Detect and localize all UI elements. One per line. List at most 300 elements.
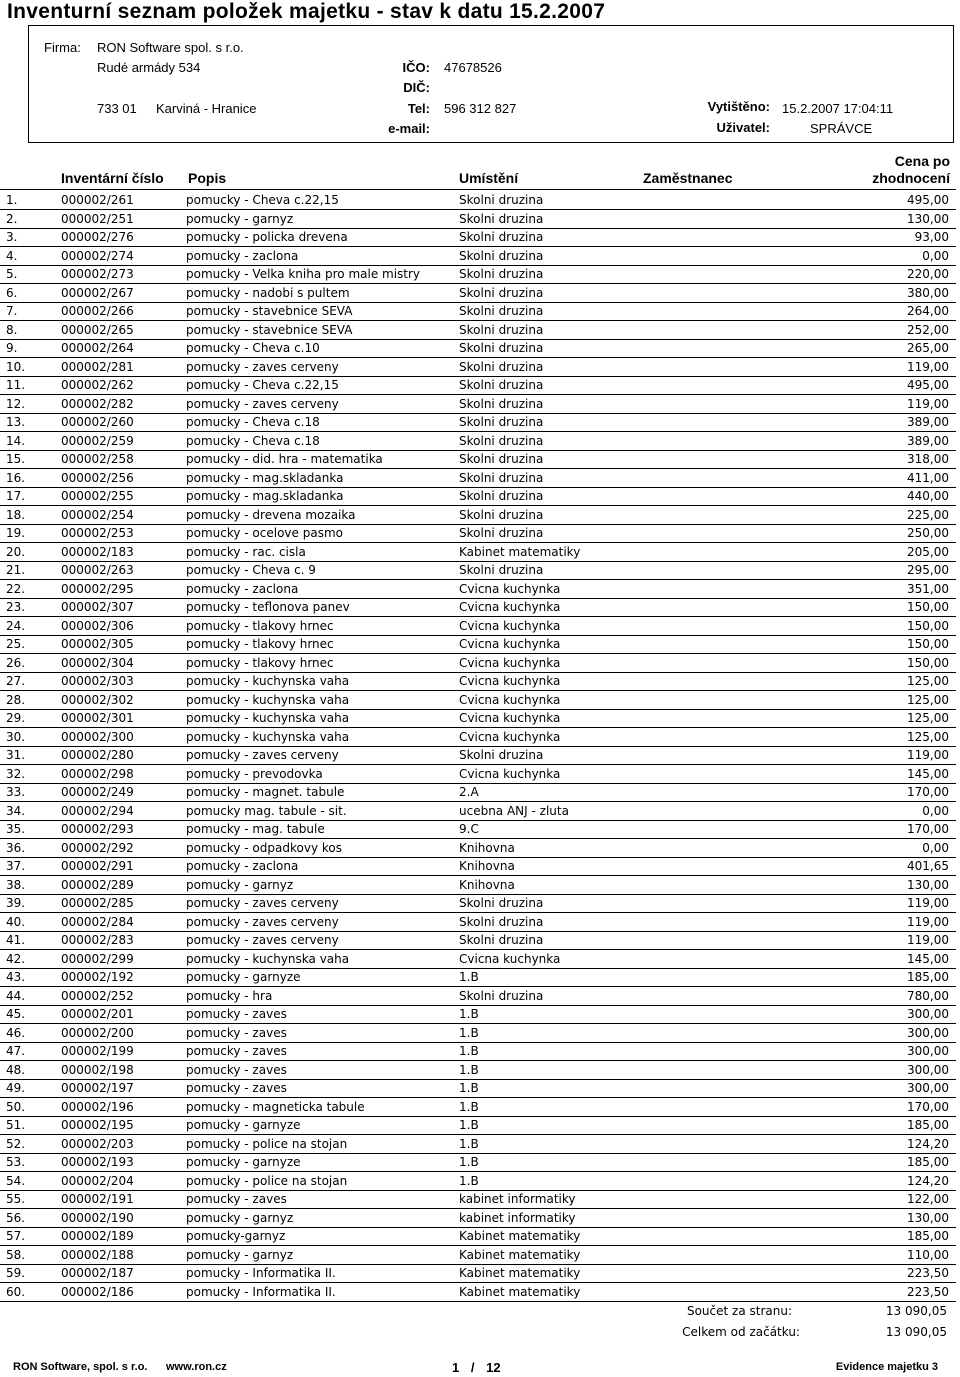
inventory-number: 000002/183	[61, 544, 134, 559]
row-number: 25.	[6, 637, 26, 651]
table-row	[0, 709, 960, 728]
item-location: Skolni druzina	[459, 396, 544, 411]
total-sum-label: Celkem od začátku:	[682, 1325, 800, 1339]
printed-value: 15.2.2007 17:04:11	[782, 101, 894, 116]
item-location: Cvicna kuchynka	[459, 655, 561, 670]
item-price: 389,00	[907, 415, 949, 429]
item-location: Cvicna kuchynka	[459, 729, 561, 744]
item-description: pomucky - zaves cerveny	[186, 914, 339, 929]
item-price: 124,20	[907, 1136, 949, 1151]
row-number: 51.	[6, 1118, 26, 1132]
inventory-number: 000002/252	[61, 988, 134, 1003]
table-row	[0, 839, 960, 858]
inventory-number: 000002/254	[61, 507, 134, 522]
item-location: Cvicna kuchynka	[459, 766, 561, 781]
item-price: 122,00	[907, 1192, 949, 1206]
table-row	[0, 1005, 960, 1024]
item-location: Skolni druzina	[459, 211, 544, 226]
item-location: Kabinet matematiky	[459, 1229, 581, 1243]
item-description: pomucky - stavebnice SEVA	[186, 322, 353, 337]
item-location: Cvicna kuchynka	[459, 581, 561, 596]
table-row	[0, 247, 960, 266]
inventory-number: 000002/307	[61, 600, 134, 614]
row-number: 55.	[6, 1192, 26, 1206]
item-description: pomucky - tlakovy hrnec	[186, 655, 334, 670]
table-row	[0, 432, 960, 451]
item-price: 0,00	[922, 248, 949, 263]
item-price: 119,00	[907, 914, 949, 929]
item-price: 119,00	[907, 748, 949, 762]
table-row	[0, 450, 960, 469]
ico-value: 47678526	[444, 60, 502, 75]
inventory-number: 000002/280	[61, 748, 134, 762]
row-number: 47.	[6, 1044, 26, 1058]
item-location: Skolni druzina	[459, 933, 544, 947]
row-number: 37.	[6, 859, 26, 873]
row-number: 5.	[6, 267, 18, 281]
inventory-number: 000002/201	[61, 1007, 134, 1021]
total-sum-value: 13 090,05	[885, 1325, 947, 1339]
item-price: 145,00	[907, 951, 949, 966]
item-price: 110,00	[907, 1247, 949, 1262]
item-description: pomucky - teflonova panev	[186, 600, 350, 614]
table-row	[0, 284, 960, 303]
table-row	[0, 672, 960, 691]
printed-label: Vytištěno:	[707, 99, 770, 114]
table-row	[0, 1042, 960, 1061]
item-description: pomucky - ocelove pasmo	[186, 526, 343, 540]
inventory-number: 000002/200	[61, 1025, 134, 1040]
item-price: 300,00	[907, 1081, 949, 1095]
item-location: 2.A	[459, 785, 479, 799]
row-separator	[0, 1301, 956, 1302]
inventory-number: 000002/188	[61, 1247, 134, 1262]
item-description: pomucky - Cheva c.18	[186, 433, 320, 448]
table-row	[0, 894, 960, 913]
table-row	[0, 561, 960, 580]
inventory-number: 000002/293	[61, 822, 134, 836]
row-number: 42.	[6, 951, 26, 966]
item-location: Skolni druzina	[459, 507, 544, 522]
row-number: 48.	[6, 1062, 26, 1077]
row-number: 13.	[6, 415, 26, 429]
item-price: 93,00	[914, 230, 949, 244]
row-number: 28.	[6, 692, 26, 707]
inventory-number: 000002/285	[61, 896, 134, 910]
item-price: 0,00	[922, 840, 949, 855]
item-description: pomucky - zaves cerveny	[186, 896, 339, 910]
inventory-number: 000002/303	[61, 674, 134, 688]
inventory-number: 000002/258	[61, 452, 134, 466]
inventory-number: 000002/276	[61, 230, 134, 244]
table-row	[0, 358, 960, 377]
inventory-number: 000002/197	[61, 1081, 134, 1095]
inventory-number: 000002/203	[61, 1136, 134, 1151]
item-price: 205,00	[907, 544, 949, 559]
row-number: 20.	[6, 544, 26, 559]
row-number: 12.	[6, 396, 26, 411]
item-location: Skolni druzina	[459, 563, 544, 577]
item-price: 145,00	[907, 766, 949, 781]
item-description: pomucky - tlakovy hrnec	[186, 637, 334, 651]
inventory-number: 000002/273	[61, 267, 134, 281]
inventory-number: 000002/192	[61, 970, 134, 984]
item-price: 389,00	[907, 433, 949, 448]
table-row	[0, 469, 960, 488]
item-price: 300,00	[907, 1007, 949, 1021]
email-label: e-mail:	[388, 121, 430, 136]
row-number: 26.	[6, 655, 26, 670]
item-description: pomucky - kuchynska vaha	[186, 711, 350, 725]
row-number: 36.	[6, 840, 26, 855]
item-description: pomucky - garnyz	[186, 1210, 294, 1225]
table-row	[0, 598, 960, 617]
item-description: pomucky - Cheva c. 9	[186, 563, 316, 577]
table-row	[0, 1227, 960, 1246]
table-row	[0, 617, 960, 636]
item-price: 250,00	[907, 526, 949, 540]
item-description: pomucky - garnyze	[186, 1118, 301, 1132]
inventory-number: 000002/302	[61, 692, 134, 707]
row-number: 22.	[6, 581, 26, 596]
item-price: 125,00	[907, 692, 949, 707]
row-number: 2.	[6, 211, 18, 226]
user-value: SPRÁVCE	[810, 121, 873, 136]
inventory-number: 000002/274	[61, 248, 134, 263]
row-number: 29.	[6, 711, 26, 725]
table-row	[0, 302, 960, 321]
item-price: 225,00	[907, 507, 949, 522]
row-number: 30.	[6, 729, 26, 744]
item-description: pomucky - odpadkovy kos	[186, 840, 342, 855]
item-description: pomucky - zaves	[186, 1062, 287, 1077]
item-description: pomucky - zaves	[186, 1192, 287, 1206]
item-location: 1.B	[459, 1118, 479, 1132]
item-price: 300,00	[907, 1044, 949, 1058]
page-sum-value: 13 090,05	[885, 1304, 947, 1318]
item-price: 150,00	[907, 655, 949, 670]
row-number: 44.	[6, 988, 26, 1003]
table-row	[0, 783, 960, 802]
item-price: 119,00	[907, 359, 949, 374]
inventory-number: 000002/289	[61, 877, 134, 892]
firma-label: Firma:	[44, 40, 81, 55]
item-description: pomucky - garnyz	[186, 211, 294, 226]
item-description: pomucky - tlakovy hrnec	[186, 618, 334, 633]
inventory-number: 000002/261	[61, 193, 134, 207]
row-number: 17.	[6, 489, 26, 503]
item-location: Skolni druzina	[459, 304, 544, 318]
item-description: pomucky mag. tabule - sit.	[186, 803, 347, 818]
item-location: Skolni druzina	[459, 470, 544, 485]
footer-page-count: 12	[486, 1360, 501, 1375]
table-row	[0, 1098, 960, 1117]
item-description: pomucky - zaves cerveny	[186, 396, 339, 411]
inventory-number: 000002/255	[61, 489, 134, 503]
inventory-number: 000002/291	[61, 859, 134, 873]
table-row	[0, 950, 960, 969]
item-description: pomucky - drevena mozaika	[186, 507, 356, 522]
inventory-number: 000002/259	[61, 433, 134, 448]
item-description: pomucky - zaves cerveny	[186, 748, 339, 762]
item-description: pomucky - magnet. tabule	[186, 785, 345, 799]
item-description: pomucky - zaves	[186, 1025, 287, 1040]
row-number: 49.	[6, 1081, 26, 1095]
item-price: 170,00	[907, 1099, 949, 1114]
item-location: Skolni druzina	[459, 230, 544, 244]
table-row	[0, 265, 960, 284]
item-description: pomucky - Cheva c.22,15	[186, 193, 339, 207]
item-description: pomucky - Velka kniha pro male mistry	[186, 267, 421, 281]
header-separator	[0, 189, 956, 190]
table-row	[0, 228, 960, 247]
table-row	[0, 913, 960, 932]
row-number: 1.	[6, 193, 18, 207]
table-row	[0, 1209, 960, 1228]
item-price: 150,00	[907, 618, 949, 633]
item-description: pomucky - Cheva c.10	[186, 341, 320, 355]
item-description: pomucky - zaves cerveny	[186, 359, 339, 374]
item-price: 130,00	[907, 877, 949, 892]
row-number: 60.	[6, 1284, 26, 1299]
table-row	[0, 1264, 960, 1283]
inventory-number: 000002/190	[61, 1210, 134, 1225]
table-row	[0, 376, 960, 395]
item-price: 318,00	[907, 452, 949, 466]
inventory-number: 000002/295	[61, 581, 134, 596]
table-row	[0, 413, 960, 432]
item-price: 130,00	[907, 211, 949, 226]
item-description: pomucky - mag. tabule	[186, 822, 325, 836]
table-row	[0, 654, 960, 673]
item-location: Skolni druzina	[459, 267, 544, 281]
row-number: 38.	[6, 877, 26, 892]
table-row	[0, 691, 960, 710]
item-location: Skolni druzina	[459, 341, 544, 355]
item-location: Skolni druzina	[459, 322, 544, 337]
table-row	[0, 321, 960, 340]
row-number: 15.	[6, 452, 26, 466]
footer-page-number	[452, 1360, 501, 1375]
item-price: 185,00	[907, 1118, 949, 1132]
item-location: 1.B	[459, 1136, 479, 1151]
item-description: pomucky - kuchynska vaha	[186, 729, 350, 744]
row-number: 34.	[6, 803, 26, 818]
item-location: Cvicna kuchynka	[459, 618, 561, 633]
inventory-number: 000002/301	[61, 711, 134, 725]
inventory-number: 000002/196	[61, 1099, 134, 1114]
table-row	[0, 987, 960, 1006]
item-price: 125,00	[907, 674, 949, 688]
inventory-number: 000002/294	[61, 803, 134, 818]
item-location: 1.B	[459, 1007, 479, 1021]
row-number: 4.	[6, 248, 18, 263]
inventory-number: 000002/283	[61, 933, 134, 947]
item-price: 495,00	[907, 378, 949, 392]
item-price: 170,00	[907, 822, 949, 836]
inventory-number: 000002/262	[61, 378, 134, 392]
item-location: Skolni druzina	[459, 415, 544, 429]
row-number: 35.	[6, 822, 26, 836]
item-description: pomucky - garnyze	[186, 1155, 301, 1169]
item-description: pomucky - nadobi s pultem	[186, 285, 350, 300]
item-description: pomucky - zaclona	[186, 859, 299, 873]
row-number: 7.	[6, 304, 18, 318]
inventory-number: 000002/298	[61, 766, 134, 781]
inventory-number: 000002/266	[61, 304, 134, 318]
table-row	[0, 191, 960, 210]
footer-page: 1	[452, 1360, 460, 1375]
row-number: 24.	[6, 618, 26, 633]
item-description: pomucky - Informatika II.	[186, 1266, 336, 1280]
item-description: pomucky - garnyze	[186, 970, 301, 984]
inventory-number: 000002/199	[61, 1044, 134, 1058]
item-price: 440,00	[907, 489, 949, 503]
item-price: 125,00	[907, 729, 949, 744]
inventory-number: 000002/187	[61, 1266, 134, 1280]
item-price: 150,00	[907, 600, 949, 614]
footer-company: RON Software, spol. s r.o.	[13, 1361, 148, 1373]
item-description: pomucky - zaclona	[186, 581, 299, 596]
item-description: pomucky - rac. cisla	[186, 544, 306, 559]
company-city: Karviná - Hranice	[156, 101, 257, 116]
item-description: pomucky - garnyz	[186, 1247, 294, 1262]
item-location: Skolni druzina	[459, 359, 544, 374]
inventory-number: 000002/300	[61, 729, 134, 744]
footer-page-separator: /	[470, 1360, 475, 1375]
col-description: Popis	[188, 170, 227, 186]
footer-web: www.ron.cz	[166, 1361, 227, 1373]
table-row	[0, 1079, 960, 1098]
item-description: pomucky - zaves cerveny	[186, 933, 339, 947]
item-description: pomucky - prevodovka	[186, 766, 323, 781]
item-location: Skolni druzina	[459, 452, 544, 466]
item-price: 295,00	[907, 563, 949, 577]
inventory-number: 000002/256	[61, 470, 134, 485]
item-location: 1.B	[459, 1173, 479, 1188]
item-location: Skolni druzina	[459, 988, 544, 1003]
item-price: 411,00	[907, 470, 949, 485]
row-number: 41.	[6, 933, 26, 947]
table-row	[0, 339, 960, 358]
table-row	[0, 820, 960, 839]
item-description: pomucky - Cheva c.22,15	[186, 378, 339, 392]
table-row	[0, 746, 960, 765]
inventory-number: 000002/306	[61, 618, 134, 633]
item-description: pomucky - Informatika II.	[186, 1284, 336, 1299]
item-location: 1.B	[459, 970, 479, 984]
dic-label: DIČ:	[403, 80, 430, 95]
row-number: 59.	[6, 1266, 26, 1280]
item-description: pomucky - police na stojan	[186, 1173, 348, 1188]
row-number: 39.	[6, 896, 26, 910]
table-row	[0, 543, 960, 562]
company-name: RON Software spol. s r.o.	[97, 40, 244, 55]
col-price-line1: Cena po	[894, 153, 950, 169]
row-number: 45.	[6, 1007, 26, 1021]
item-description: pomucky - kuchynska vaha	[186, 951, 350, 966]
item-price: 119,00	[907, 896, 949, 910]
item-description: pomucky - Cheva c.18	[186, 415, 320, 429]
item-location: 1.B	[459, 1099, 479, 1114]
row-number: 8.	[6, 322, 18, 337]
inventory-number: 000002/249	[61, 785, 134, 799]
item-location: Cvicna kuchynka	[459, 692, 561, 707]
inventory-number: 000002/191	[61, 1192, 134, 1206]
item-price: 252,00	[907, 322, 949, 337]
item-location: 9.C	[459, 822, 479, 836]
item-location: Skolni druzina	[459, 248, 544, 263]
item-price: 185,00	[907, 1229, 949, 1243]
item-location: kabinet informatiky	[459, 1192, 576, 1206]
inventory-number: 000002/195	[61, 1118, 134, 1132]
table-row	[0, 931, 960, 950]
item-location: 1.B	[459, 1044, 479, 1058]
table-row	[0, 580, 960, 599]
company-psc: 733 01	[97, 101, 137, 116]
title-date: 15.2.2007	[509, 0, 606, 23]
item-location: Cvicna kuchynka	[459, 637, 561, 651]
table-row	[0, 1153, 960, 1172]
inventory-table	[0, 191, 960, 1301]
table-row	[0, 802, 960, 821]
table-row	[0, 1172, 960, 1191]
item-location: Cvicna kuchynka	[459, 711, 561, 725]
item-description: pomucky - mag.skladanka	[186, 470, 344, 485]
row-number: 6.	[6, 285, 18, 300]
item-location: Skolni druzina	[459, 748, 544, 762]
item-location: Knihovna	[459, 877, 515, 892]
user-label: Uživatel:	[716, 120, 770, 135]
inventory-number: 000002/251	[61, 211, 134, 226]
item-description: pomucky - policka drevena	[186, 230, 348, 244]
row-number: 54.	[6, 1173, 26, 1188]
row-number: 9.	[6, 341, 18, 355]
title-text: Inventurní seznam položek majetku - stav k datu	[7, 0, 504, 23]
ico-label: IČO:	[402, 60, 430, 75]
item-description: pomucky - zaves	[186, 1007, 287, 1021]
table-row	[0, 968, 960, 987]
company-street: Rudé armády 534	[97, 60, 201, 75]
row-number: 57.	[6, 1229, 26, 1243]
item-description: pomucky - mag.skladanka	[186, 489, 344, 503]
item-location: Skolni druzina	[459, 914, 544, 929]
inventory-number: 000002/186	[61, 1284, 134, 1299]
item-location: Kabinet matematiky	[459, 1284, 581, 1299]
item-location: Kabinet matematiky	[459, 1266, 581, 1280]
row-number: 43.	[6, 970, 26, 984]
item-location: Skolni druzina	[459, 896, 544, 910]
document-title	[7, 0, 605, 24]
item-price: 300,00	[907, 1025, 949, 1040]
inventory-number: 000002/282	[61, 396, 134, 411]
inventory-number: 000002/304	[61, 655, 134, 670]
table-row	[0, 487, 960, 506]
item-price: 130,00	[907, 1210, 949, 1225]
inventory-number: 000002/193	[61, 1155, 134, 1169]
item-price: 264,00	[907, 304, 949, 318]
item-location: Skolni druzina	[459, 433, 544, 448]
item-price: 124,20	[907, 1173, 949, 1188]
item-price: 185,00	[907, 1155, 949, 1169]
table-row	[0, 395, 960, 414]
item-price: 220,00	[907, 267, 949, 281]
table-row	[0, 1246, 960, 1265]
item-price: 150,00	[907, 637, 949, 651]
item-price: 265,00	[907, 341, 949, 355]
item-price: 300,00	[907, 1062, 949, 1077]
tel-label: Tel:	[407, 101, 430, 116]
